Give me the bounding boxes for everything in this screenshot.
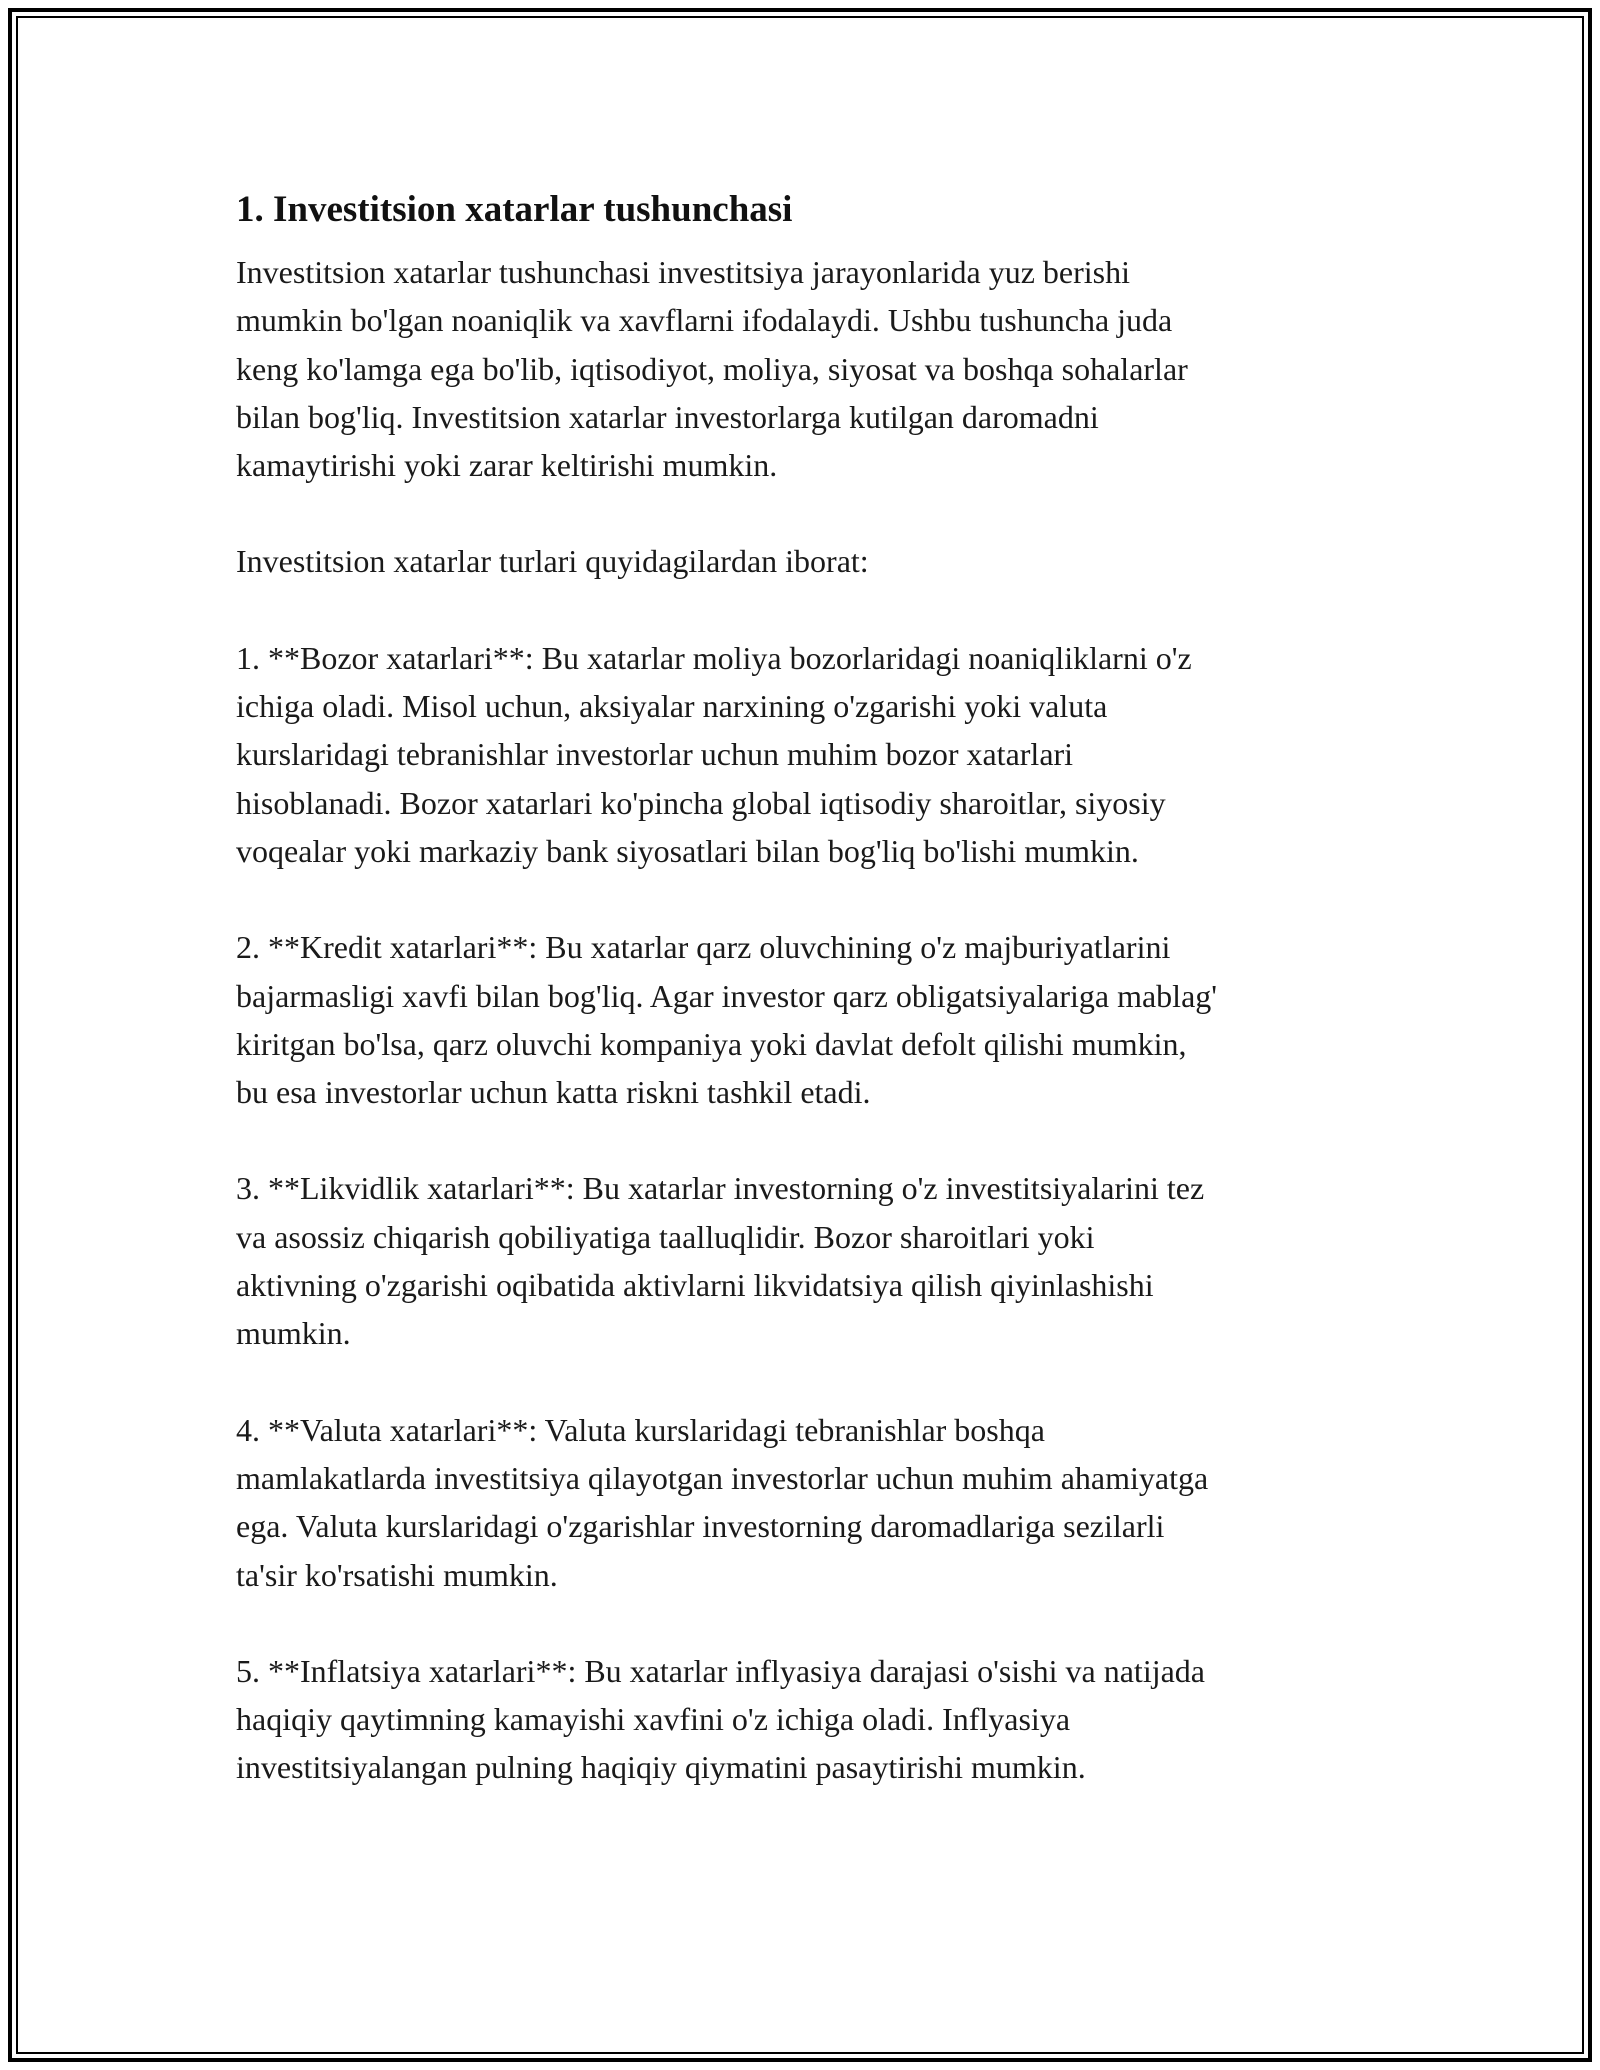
credit-risk-paragraph: 2. **Kredit xatarlari**: Bu xatarlar qarz oluvchining o'z majburiyatlarini bajarmasligi xavfi bilan bog'liq. Agar investor qarz obligatsiyalariga mablag' kiritgan bo'lsa, qarz oluvchi kompaniya yoki davlat defolt qilishi mumkin, bu esa investorlar uchun katta riskni tashkil etadi. (236, 929, 1218, 1111)
inflation-risk-paragraph: 5. **Inflatsiya xatarlari**: Bu xatarlar inflyasiya darajasi o'sishi va natijada haqiqiy qaytimning kamayishi xavfini o'z ichiga oladi. Inflyasiya investitsiyalangan pulning haqiqiy qiymatini pasaytirishi mumkin. (236, 1652, 1205, 1786)
currency-risk-paragraph: 4. **Valuta xatarlari**: Valuta kurslaridagi tebranishlar boshqa mamlakatlarda investitsiya qilayotgan investorlar uchun muhim ahamiyatga ega. Valuta kurslaridagi o'zgarishlar investorning daromadlariga sezilarli ta'sir ko'rsatishi mumkin. (236, 1411, 1209, 1593)
document-body (236, 186, 1386, 1792)
market-risk-paragraph: 1. **Bozor xatarlari**: Bu xatarlar moliya bozorlaridagi noaniqliklarni o'z ichiga oladi. Misol uchun, aksiyalar narxining o'zgarishi yoki valuta kurslaridagi tebranishlar investorlar uchun muhim bozor xatarlari hisoblanadi. Bozor xatarlari ko'pincha global iqtisodiy sharoitlar, siyosiy voqealar yoki markaziy bank siyosatlari bilan bog'liq bo'lishi mumkin. (236, 639, 1192, 869)
intro-paragraph: Investitsion xatarlar tushunchasi investitsiya jarayonlarida yuz berishi mumkin bo'lgan noaniqlik va xavflarni ifodalaydi. Ushbu tushuncha juda keng ko'lamga ega bo'lib, iqtisodiyot, moliya, siyosat va boshqa sohalarlar bilan bog'liq. Investitsion xatarlar investorlarga kutilgan daromadni kamaytirishi yoki zarar keltirishi mumkin. (236, 254, 1188, 484)
types-intro-paragraph: Investitsion xatarlar turlari quyidagilardan iborat: (236, 543, 869, 580)
section-heading: 1. Investitsion xatarlar tushunchasi (236, 189, 793, 230)
liquidity-risk-paragraph: 3. **Likvidlik xatarlari**: Bu xatarlar investorning o'z investitsiyalarini tez va asossiz chiqarish qobiliyatiga taalluqlidir. Bozor sharoitlari yoki aktivning o'zgarishi oqibatida aktivlarni likvidatsiya qilish qiyinlashishi mumkin. (236, 1170, 1205, 1352)
